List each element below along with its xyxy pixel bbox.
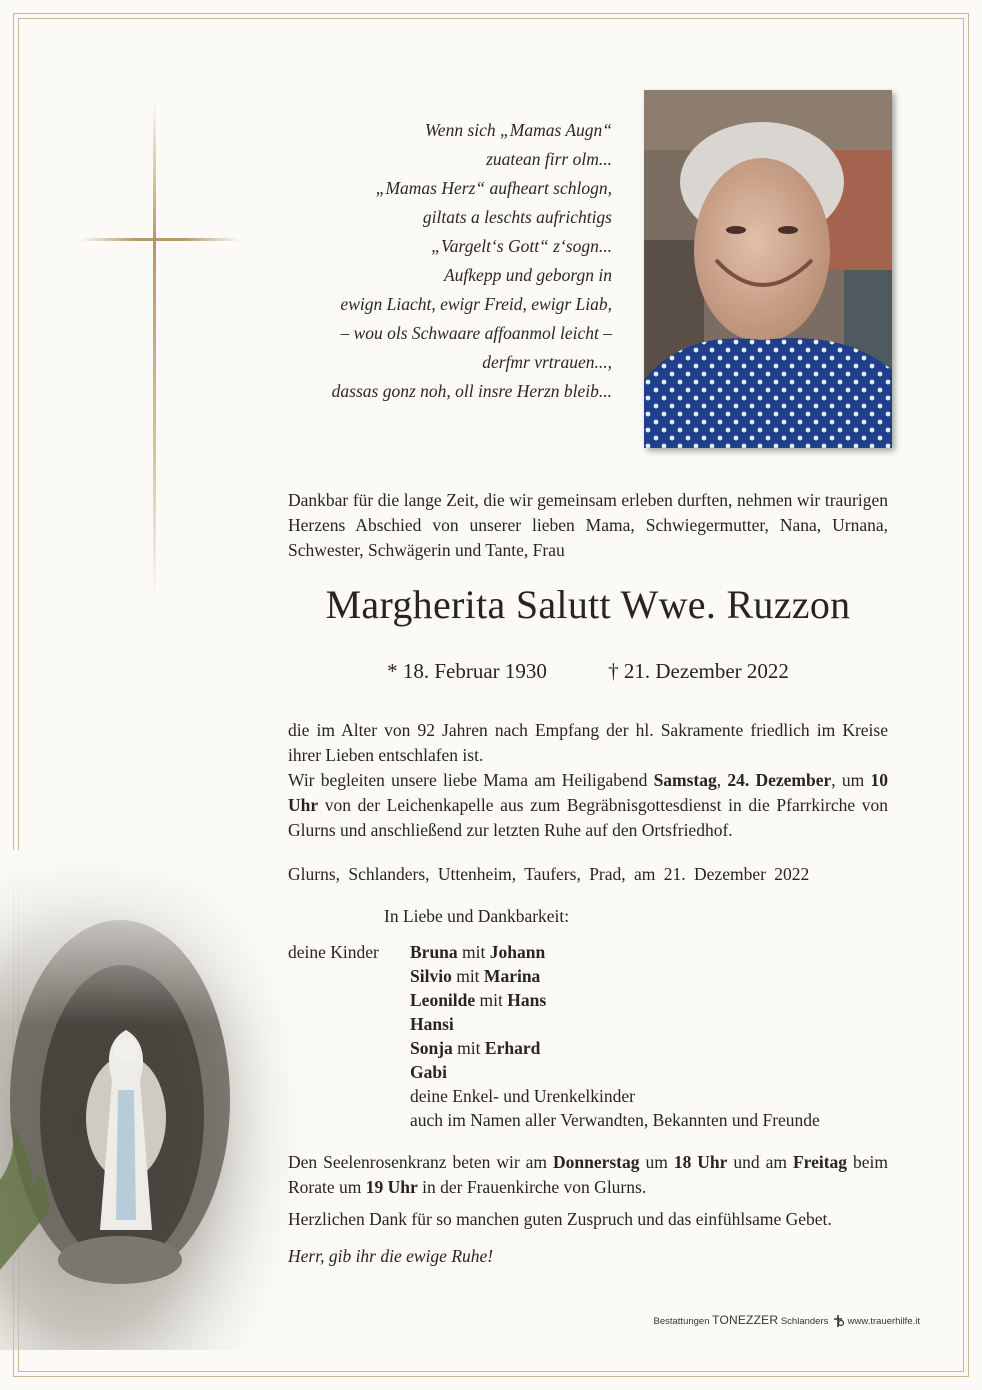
- funeral-text: von der Leichenkapelle aus zum Begräbnisgottesdienst in die Pfarrkirche von Glurns und anschließend zur letzten Ruhe auf den Ortsfriedhof.: [288, 795, 888, 840]
- trauerhilfe-logo-icon: [831, 1314, 845, 1328]
- poem-line: „Vargelt‘s Gott“ z‘sogn...: [431, 236, 612, 256]
- poem-line: dassas gonz noh, oll insre Herzn bleib...: [331, 381, 612, 401]
- footer-url[interactable]: www.trauerhilfe.it: [847, 1316, 920, 1327]
- grandkids-line: deine Enkel- und Urenkelkinder: [410, 1086, 635, 1106]
- portrait-photo-image: [644, 90, 892, 448]
- partner-name: Marina: [483, 966, 541, 986]
- portrait-photo: [644, 90, 892, 448]
- grotto-illustration: [0, 850, 300, 1350]
- rosary-text: um: [639, 1152, 674, 1172]
- list-item: [410, 1012, 820, 1036]
- poem: [260, 116, 612, 406]
- poem-line: Wenn sich „Mamas Augn“: [424, 120, 612, 140]
- funeral-text: ,: [716, 770, 728, 790]
- poem-line: Aufkepp und geborgn in: [443, 265, 612, 285]
- death-date: † 21. Dezember 2022: [608, 659, 789, 683]
- list-item: [410, 940, 820, 964]
- list-item: [410, 1060, 820, 1084]
- rosary-text: Den Seelenrosenkranz beten wir am: [288, 1152, 553, 1172]
- rosary-day: Freitag: [792, 1152, 848, 1172]
- rosary-paragraph: [288, 1150, 888, 1200]
- cross-icon-horizontal: [80, 238, 240, 241]
- funeral-time: 10 Uhr: [288, 770, 888, 815]
- kid-name: Bruna: [410, 942, 458, 962]
- list-item: [410, 1036, 820, 1060]
- rosary-text: in der Frauenkirche von Glurns.: [417, 1177, 647, 1197]
- poem-line: derfmr vrtrauen...,: [482, 352, 612, 372]
- funeral-text: , um: [831, 770, 871, 790]
- birth-date: * 18. Februar 1930: [387, 659, 547, 683]
- deceased-name: Margherita Salutt Wwe. Ruzzon: [325, 582, 851, 627]
- kids-label: deine Kinder: [288, 942, 379, 962]
- rosary-day: Donnerstag: [552, 1152, 640, 1172]
- rosary-text: und am: [727, 1152, 793, 1172]
- life-dates: [288, 656, 888, 686]
- footer-prefix: Bestattungen: [653, 1316, 713, 1327]
- mourners-list: [410, 940, 820, 1132]
- footer-brand: TONEZZER: [712, 1313, 779, 1327]
- partner-name: Johann: [489, 942, 546, 962]
- funeral-date: 24. Dezember: [727, 770, 832, 790]
- kid-name: Silvio: [410, 966, 452, 986]
- kid-name: Gabi: [410, 1062, 447, 1082]
- kid-name: Sonja: [410, 1038, 453, 1058]
- poem-line: ewign Liacht, ewigr Freid, ewigr Liab,: [340, 294, 612, 314]
- madonna-grotto-image: [0, 850, 300, 1350]
- poem-line: zuatean firr olm...: [486, 149, 612, 169]
- love-line: In Liebe und Dankbarkeit:: [384, 906, 570, 926]
- with-word: mit: [451, 966, 484, 986]
- kid-name: Hansi: [410, 1014, 454, 1034]
- list-item: [410, 988, 820, 1012]
- kid-name: Leonilde: [410, 990, 476, 1010]
- place-date: Glurns, Schlanders, Uttenheim, Taufers, Prad, am 21. Dezember 2022: [288, 864, 810, 884]
- funeral-paragraph: [288, 768, 888, 843]
- with-word: mit: [457, 942, 490, 962]
- cross-icon-vertical: [153, 100, 156, 600]
- intro-paragraph: Dankbar für die lange Zeit, die wir gemeinsam erleben durften, nehmen wir traurigen Herzens Abschied von unserer lieben Mama, Schwiegermutter, Nana, Urnana, Schwester, Schwägerin und Tante, Frau: [288, 490, 888, 560]
- partner-name: Erhard: [484, 1038, 541, 1058]
- closing-prayer: Herr, gib ihr die ewige Ruhe!: [288, 1246, 494, 1266]
- footer-suffix: Schlanders: [778, 1316, 829, 1327]
- poem-line: – wou ols Schwaare affoanmol leicht –: [340, 323, 612, 343]
- rosary-time: 18 Uhr: [673, 1152, 728, 1172]
- poem-line: giltats a leschts aufrichtigs: [422, 207, 612, 227]
- rosary-time: 19 Uhr: [365, 1177, 418, 1197]
- funeral-day: Samstag: [653, 770, 717, 790]
- footer: [654, 1313, 921, 1328]
- partner-name: Hans: [507, 990, 547, 1010]
- with-word: mit: [475, 990, 508, 1010]
- with-word: mit: [452, 1038, 485, 1058]
- relatives-line: auch im Namen aller Verwandten, Bekannten und Freunde: [410, 1110, 820, 1130]
- funeral-text: Wir begleiten unsere liebe Mama am Heiligabend: [288, 770, 654, 790]
- list-item: [410, 964, 820, 988]
- age-paragraph: die im Alter von 92 Jahren nach Empfang der hl. Sakramente friedlich im Kreise ihrer Lieben entschlafen ist.: [288, 720, 888, 765]
- rosary-text: beim Rorate um: [288, 1152, 888, 1197]
- thanks-paragraph: Herzlichen Dank für so manchen guten Zuspruch und das einfühlsame Gebet.: [288, 1209, 832, 1229]
- poem-line: „Mamas Herz“ aufheart schlogn,: [375, 178, 612, 198]
